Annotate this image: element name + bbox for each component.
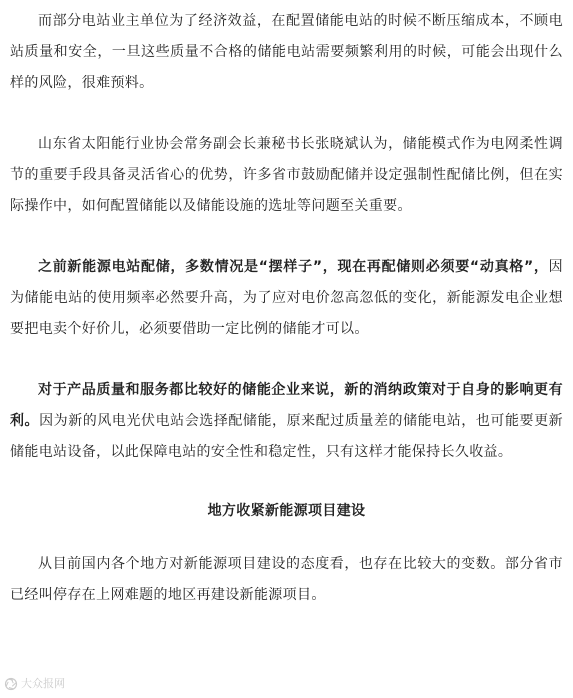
camera-aperture-icon [4,677,18,691]
watermark-text: 大众报网 [21,677,65,690]
paragraph-4-emphasis: 对于产品质量和服务都比较好的储能企业来说，新的消纳政策对于自身的影响更有利。 [10,382,563,429]
paragraph-2: 山东省太阳能行业协会常务副会长兼秘书长张晓斌认为，储能模式作为电网柔性调节的重要手段具备灵活省心的优势，许多省市鼓励配储并设定强制性配储比例，但在实际操作中，如何配置储能以及储能设施的选址等问题至关重要。 [10,136,563,214]
paragraph-3 [10,252,563,345]
paragraph-3-emphasis: 之前新能源电站配储，多数情况是“摆样子”，现在再配储则必须要“动真格”， [38,259,549,275]
paragraph-4-text: 因为新的风电光伏电站会选择配储能，原来配过质量差的储能电站，也可能要更新储能电站设备，以此保障电站的安全性和稳定性，只有这样才能保持长久收益。 [10,413,563,460]
source-watermark [4,676,65,692]
paragraph-5: 从目前国内各个地方对新能源项目建设的态度看，也存在比较大的变数。部分省市已经叫停存在上网难题的地区再建设新能源项目。 [10,556,563,603]
section-heading: 地方收紧新能源项目建设 [207,503,366,519]
paragraph-1: 而部分电站业主单位为了经济效益，在配置储能电站的时候不断压缩成本，不顾电站质量和安全，一旦这些质量不合格的储能电站需要频繁利用的时候，可能会出现什么样的风险，很难预料。 [10,13,563,91]
paragraph-4 [10,375,563,468]
paragraph-3-text: 因为储能电站的使用频率必然要升高，为了应对电价忽高忽低的变化，新能源发电企业想要把电卖个好价儿，必须要借助一定比例的储能才可以。 [10,259,563,337]
